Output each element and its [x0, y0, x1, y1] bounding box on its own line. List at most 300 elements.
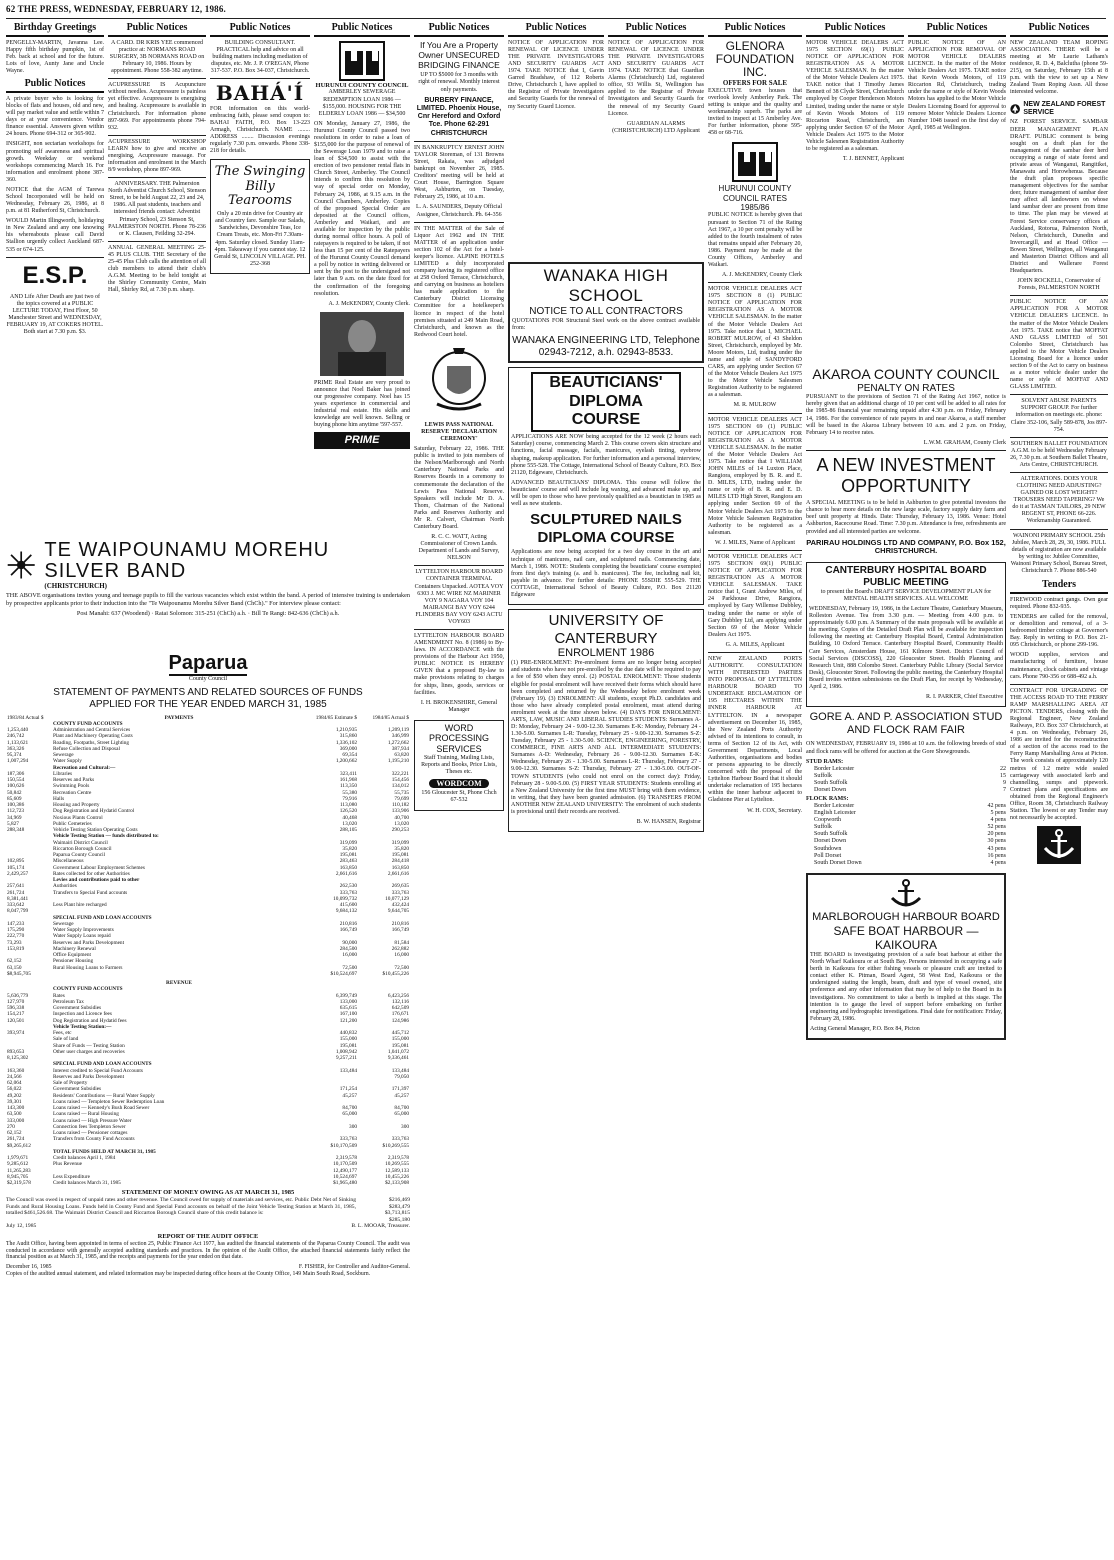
wanaka-ad: [508, 262, 704, 363]
revenue-table: [6, 980, 410, 1186]
estimate-cell: 72,500: [342, 964, 357, 971]
breed-count: 7: [1003, 786, 1006, 793]
actual-prior-cell: 8,945,705: [7, 1173, 29, 1180]
actual-prior-cell: 5,827: [7, 820, 19, 827]
actual-cell: 333,763: [391, 889, 409, 896]
actual-prior-cell: 63,500: [7, 1111, 22, 1118]
estimate-cell: 69,354: [342, 752, 357, 759]
actual-prior-cell: 1,979,671: [7, 1155, 29, 1162]
actual-prior-cell: 1,253,440: [7, 727, 29, 734]
southern-ballet-notice: SOUTHERN BALLET FOUNDATION A.G.M. to be held Wednesday February 26, 7.30 p.m. at Southern Ballet Theatre, Arts Centre, CHRISTCHURCH.: [1010, 440, 1108, 468]
estimate-cell: $10,524,697: [330, 970, 357, 977]
money-owing-title: STATEMENT OF MONEY OWING AS AT MARCH 31, 1985: [121, 1189, 295, 1197]
statement-title: STATEMENT OF PAYMENTS AND RELATED SOURCES OF FUNDS APPLIED FOR THE YEAR ENDED MARCH 31, 1985: [53, 686, 363, 710]
estimate-cell: 171,254: [339, 1086, 357, 1093]
estimate-cell: 113,350: [339, 783, 357, 790]
actual-prior-cell: 893,653: [7, 1048, 25, 1055]
rates-title: HURUNUI COUNTY COUNCIL RATES 1985/86: [718, 184, 792, 213]
breed-count: 4 pens: [990, 817, 1006, 824]
mvd-notice-bennett: MOTOR VEHICLE DEALERS ACT 1975 SECTION 69(1) PUBLIC NOTICE OF APPLICATION FOR REGISTRATION AS A MOTOR VEHICLE SALESMAN. In the matter of the Motor Vehicle Dealers Act 1975. TAKE notice that I Timothy James Bennett of 38 Clyde Street, Christchurch employed by Cooper Henderson Motors Limited, trading under the name or style of Kevin Woods Motors of 119 Riccarton Road, Christchurch, am applying under Section 67 of the Motor Vehicle Dealers Act 1975 to the Motor Vehicle Salesmen Registration Authority to be registered as a salesman.: [806, 39, 904, 152]
divider: [210, 78, 310, 79]
divider: [708, 413, 802, 414]
word-processing-text: Staff Training, Mailing Lists, Reports and Books, Price Lists, Theses etc.: [421, 754, 497, 775]
tree-icon: [1010, 102, 1020, 116]
birthday-heading: Birthday Greetings: [6, 22, 104, 37]
label-cell: COUNTY FUND ACCOUNTS: [53, 720, 123, 727]
label-cell: Share of Funds — Testing Station: [53, 1042, 125, 1049]
security-licence-notice: NOTICE OF APPLICATION FOR RENEWAL OF LICENCE UNDER THE PRIVATE INVESTIGATORS AND SECURITY GUARDS ACT 1974. TAKE NOTICE that I, Gavin Garred Bradshaw, of 112 Roberts Drive, Christchurch I, have applied to the Registrar of Private Investigators and Security Guards for the renewal of my Security Guard Licence.: [508, 39, 604, 110]
actual-cell: 262,882: [391, 945, 409, 952]
audit-text: The Audit Office, having been appointed in terms of section 25, Public Finance Act 1977, has audited the financial statements of the Paparua County Council. The audit was conducted in accordance with generally accepted auditing standards and practices. In the opinion of the Audit Office, the attached financial statements fairly reflect the financial position as at March 31, 1985, and the receipts and payments for the year ended on that date.: [6, 1240, 410, 1261]
actual-prior-cell: 102,895: [7, 858, 25, 865]
crest-icon: [414, 342, 504, 422]
divider: [1010, 394, 1108, 395]
hospital-text: WEDNESDAY, February 19, 1986, in the Lecture Theatre, Canterbury Museum, Rolleston Avenue. Tea from 3.30 p.m. — Meeting from 4.00 p.m. to approximately 6.00 p.m. A Summary of the main proposals will be available at the meeting. Copies of the Detailed Draft Plan will be available for inspection following the meeting at: Canterbury Hospital Board, Central Administration Building, 10 Oxford Terrace. Canterbury Hospital Board, Community Health Care Services, Amsterdam House, 161 Kilmore Street. District Council of Social Services (DISCOSS), 220 Gloucester Street. Health Planning and Research Unit, 888 Colombo Street. Canterbury Public Library (Social Service Desk), Gloucester Street. Following the public meeting, the Canterbury Hospital Board invites written submissions on the Draft Plan, for receipt by Wednesday, April 2, 1986.: [809, 606, 1003, 690]
wanaka-contact: WANAKA ENGINEERING LTD, Telephone 02943-7212, a.h. 02943-8533.: [512, 335, 700, 358]
property-headline: If You Are a Property Owner UNSECURED BRIDGING FINANCE: [418, 39, 500, 71]
money-owing-values: [360, 1197, 410, 1223]
tender-wood-supplies: WOOD supplies, services and manufacturing of furniture, house maintenance, clock cabinets and vintage cars. Phone 790-356 or 688-492 a.h.: [1010, 652, 1108, 680]
paparua-statement: [6, 652, 410, 1552]
column-4: [314, 22, 410, 602]
column-8-wide: [806, 366, 1006, 1552]
estimate-cell: 79,916: [342, 795, 357, 802]
divider: [708, 652, 802, 653]
actual-prior-cell: 62,152: [7, 1130, 22, 1137]
breed-count: 30 pens: [987, 838, 1006, 845]
estimate-cell: 284,500: [339, 945, 357, 952]
audit-date: December 16, 1985: [6, 1264, 52, 1271]
akaroa-signature: L.W.M. GRAHAM, County Clerk: [923, 439, 1006, 446]
actual-cell: 445,712: [391, 1030, 409, 1037]
estimate-cell: 195,081: [339, 852, 357, 859]
label-cell: Government Subsidies: [53, 1086, 102, 1093]
label-cell: Sale of Property: [53, 1080, 88, 1087]
estimate-cell: 369,000: [339, 745, 357, 752]
breed-count: 20 pens: [987, 831, 1006, 838]
estimate-cell: 113,080: [339, 802, 357, 809]
list-item: [806, 803, 1006, 810]
breed-count: 43 pens: [987, 845, 1006, 852]
column-3: [210, 22, 310, 522]
hurunui-title: HURUNUI COUNTY COUNCIL: [315, 81, 409, 89]
actual-cell: 10,455,226: [385, 1173, 409, 1180]
reserves-title: LEWIS PASS NATIONAL RESERVE 'DECLARATION CEREMONY': [421, 421, 497, 443]
birthday-notice: PENGELLY-MARTIN, Javanna Lee. Happy fifth birthday pumpkin, 1st of Feb. back at school and for the future. Lots of love, Aunty Jane and Uncle Wayne.: [6, 39, 104, 75]
anchor-icon: [810, 877, 1002, 911]
list-item: [806, 817, 1006, 824]
label-cell: Reserves and Parks Development: [53, 939, 125, 946]
label-cell: SPECIAL FUND AND LOAN ACCOUNTS: [53, 914, 152, 921]
tender-picton-access-road: CONTRACT FOR UPGRADING OF THE ACCESS ROAD TO THE FERRY RAMP MARSHALLING AREA AT PICTON. TENDERS, closing with the Regional Engineer, New Zealand Railways, P.O. Box 337 Christchurch, at 4 p.m. on Wednesday, February 26, 1986 are invited for the reconstruction of a section of the access road to the Ferry Ramp Marshalling Area at Picton. The work consists of approximately 120 metres of 1.2 metre wide sealed carriageway with associated kerb and channelling, sumps and pipework. Contract plans and specifications are obtained from the Regional Engineer's Office, Room 38, Christchurch Railway Station. The lowest or any Tender may not necessarily be accepted.: [1010, 687, 1108, 822]
list-item: [806, 780, 1006, 787]
label-cell: Fees, etc: [53, 1030, 72, 1037]
actual-cell: 79,699: [394, 795, 409, 802]
label-cell: Government Labour Employment Schemes: [53, 864, 145, 871]
actual-cell: 346,999: [391, 733, 409, 740]
actual-prior-cell: 56,022: [7, 1086, 22, 1093]
breed-count: 16 pens: [987, 852, 1006, 859]
estimate-cell: 133,000: [339, 998, 357, 1005]
akaroa-subtitle: PENALTY ON RATES: [857, 382, 955, 394]
akaroa-text: PURSUANT to the provisions of Section 71 of the Rating Act 1967, notice is hereby given that an additional charge of 10 per cent will be added to all rates for the 1985-86 financial year remaining unpaid after 4.30 p.m. on Friday, February 14, 1986. For the convenience of rate payers in and near Akaroa, a staff member will be based in the Akaroa Library between 10 a.m. and 2 p.m. on Friday, February 14 to receive rates.: [806, 394, 1006, 436]
label-cell: Loans raised — Pensioner cottages: [53, 1130, 128, 1137]
plus-club-agm: ANNUAL GENERAL MEETING 25-45 PLUS CLUB. THE Secretary of the 25-45 Plus Club calls the attention of all club members to attend their club's A.G.M. Meeting to be held tonight at the Shirley Community Centre, Main Hall, Shirley Rd, at 7.30 p.m. sharp.: [108, 244, 206, 294]
paparua-logo: Paparua: [168, 652, 248, 674]
mvd-notice-wj-miles: MOTOR VEHICLE DEALERS ACT 1975 SECTION 69 (1) PUBLIC NOTICE OF APPLICATION FOR REGISTRATION AS A MOTOR VEHICLE SALESMAN. In the matter of the Motor Vehicle Dealers Act 1975. Take notice that I WILLIAM JOHN MILES of 14 Luxton Place, Rangiora, employed by B. R. and E. D. MILES, LTD, trading under the name or style of B. R. and E. D. MILES LTD High Street, Rangiora am applying under Section 69 of the Motor Vehicle Dealers Act 1975 to the Motor Vehicle Salesmen Registration Authority to be registered as a salesman.: [708, 416, 802, 536]
actual-prior-cell: 95,374: [7, 752, 22, 759]
actual-prior-cell: 120,501: [7, 1017, 25, 1024]
audit-footnote: Copies of the audited annual statement, and related information may be inspected during office hours at the County Office, 149 Main South Road, Sockburn.: [6, 1271, 371, 1278]
actual-cell: 79,050: [394, 1073, 409, 1080]
estimate-cell: 155,000: [339, 1036, 357, 1043]
actual-prior-cell: 62,152: [7, 958, 22, 965]
esp-text: AND Life After Death are just two of the topics covered at a PUBLIC LECTURE TODAY, First Floor, 50 Manchester Street and WEDNESDAY, FEBRUARY 19, AT COKERS HOTEL. Both start at 7.30 p.m. $3.: [6, 293, 104, 336]
label-cell: SPECIAL FUND AND LOAN ACCOUNTS: [53, 1061, 152, 1068]
estimate-cell: 2,319,578: [335, 1155, 357, 1162]
payments-table: [6, 715, 410, 978]
estimate-cell: 12,490,177: [333, 1167, 357, 1174]
label-cell: Rural Housing Loans to Farmers: [53, 964, 123, 971]
table-row: [6, 1180, 410, 1186]
actual-cell: 154,456: [391, 777, 409, 784]
glenora-text: EXECUTIVE town houses that overlook lovely Amberley Park. The setting is unique and the quality and workmanship superb. The parks are invited to inspect at 15 Amberley Ave. For further information, phone 595-458 or 68-716.: [708, 87, 802, 137]
bahai-title: BAHÁ'Í: [215, 81, 305, 106]
actual-cell: 110,182: [391, 802, 409, 809]
money-value: $283,479: [389, 1203, 410, 1210]
akaroa-title: AKAROA COUNTY COUNCIL: [812, 366, 1000, 382]
public-notices-heading: Public Notices: [210, 22, 310, 37]
actual-cell: 1,209,119: [388, 727, 409, 734]
actual-prior-cell: $8,945,705: [7, 970, 31, 977]
rates-signature: A. J. McKENDRY, County Clerk: [721, 272, 802, 279]
divider: [108, 135, 206, 136]
divider: [708, 282, 802, 283]
breed-count: 15: [1000, 772, 1006, 779]
hurunui-text: ON Monday, January 27, 1986, the Hurunui County Council passed two resolutions in order to raise a loan of $155,000 for the purpose of renewal of the Sewerage Loan 1979 and to raise a loan of $34,500 to assist with the erection of two pensioner rental flats in Church Street, Amberley. The Council intends to confirm this resolution by way of special order on Monday, February 24, 1986, at 9.15 a.m. in the Council Chambers, Amberley. Copies of the proposed Special Order are deposited at the Council offices, Amberley and Waikari, and are available for inspection by the public during normal office hours. A poll of ratepayers is required to be taken, if not less than 15 per cent of the Ratepayers of the Hurunui County Council demand a poll by notice in writing delivered or sent by the post to the undersigned not later than 9 a.m. on the date fixed for the confirmation of the foregoing resolution.: [314, 120, 410, 297]
hurunui-logo-icon: [314, 40, 410, 82]
breed-name: English Leicester: [814, 810, 856, 817]
estimate-cell: 9,684,132: [335, 908, 357, 915]
money-value: $285,180: [389, 1216, 410, 1223]
divider: [414, 565, 504, 566]
divider: [108, 177, 206, 178]
actual-cell: 284,418: [391, 858, 409, 865]
divider: [108, 241, 206, 242]
label-cell: Government Subsidies: [53, 1005, 102, 1012]
label-cell: Plus Revenue: [53, 1161, 82, 1168]
label-cell: Noxious Plants Control: [53, 814, 103, 821]
estimate-cell: 55,380: [342, 789, 357, 796]
actual-prior-cell: 261,724: [7, 1136, 25, 1143]
actual-cell: 124,986: [391, 1017, 409, 1024]
divider: [108, 78, 206, 79]
breed-name: Dorset Down: [814, 786, 847, 793]
burbery-finance: BURBERY FINANCE, LIMITED. Phoenix House, Cnr Hereford and Oxford Tce. Phone 62-291 CHRISTCHURCH: [416, 96, 502, 137]
actual-cell: 176,671: [391, 1011, 409, 1018]
mvd-notice-ga-miles: MOTOR VEHICLE DEALERS ACT 1975 SECTION 69(1) PUBLIC NOTICE OF APPLICATION FOR REGISTRATION AS A MOTOR VEHICLE SALESMAN. TAKE notice that I, Grant Andrew Miles, of 24 Parkhouse Drive, Rangiora, employed by Gary Willemse Dubbley, trading under the name or style of Gary Dubbley Ltd, am applying under Section 69 of the Motor Vehicle Dealers Act 1975.: [708, 553, 802, 638]
label-cell: Sewerage: [53, 920, 74, 927]
estimate-cell: 635,615: [339, 1005, 357, 1012]
actual-prior-cell: 363,326: [7, 745, 25, 752]
actual-prior-cell: 393,974: [7, 1030, 25, 1037]
tender-cottage-removal: TENDERS are called for the removal, or demolition and removal, of a 3-bedroomed timber cottage at Governor's Bay. Reply in writing to P.O. Box 21-095 Christchurch, or phone 299-196.: [1010, 613, 1108, 649]
breed-name: Poll Dorset: [814, 852, 842, 859]
divider: [414, 141, 504, 142]
estimate-cell: 163,850: [339, 864, 357, 871]
silver-band-ad: [6, 540, 410, 646]
column-6b: [608, 22, 704, 270]
label-cell: Waimairi District Council: [53, 839, 108, 846]
actual-prior-cell: 1,007,294: [7, 758, 29, 765]
actual-prior-cell: 333,000: [7, 1117, 25, 1124]
actual-prior-cell: 257,641: [7, 883, 25, 890]
actual-prior-cell: $9,265,612: [7, 1142, 31, 1149]
actual-prior-cell: 100,626: [7, 783, 25, 790]
label-cell: Loans raised — Templeton Sewer Redemption Loan: [53, 1098, 165, 1105]
band-subtitle: (CHRISTCHURCH): [44, 582, 108, 590]
nails-title: SCULPTURED NAILS DIPLOMA COURSE: [530, 511, 682, 546]
actual-cell: 13,020: [394, 820, 409, 827]
column-6-wide: [508, 262, 704, 1552]
breed-count: 42 pens: [987, 803, 1006, 810]
hospital-subtitle: to present the Board's DRAFT SERVICE DEVELOPMENT PLAN for MENTAL HEALTH SERVICES. ALL WELCOME: [820, 588, 992, 602]
estimate-cell: 315,860: [339, 733, 357, 740]
column-6a: [508, 22, 604, 270]
building-consultant: BUILDING CONSULTANT. PRACTICAL help and advice on all building matters including mediation of disputes, etc. Mr. J. P. O'REGAN, Phone 317-537. P.O. Box 34-037, Christchurch.: [210, 39, 310, 75]
word-processing-title: WORD PROCESSING SERVICES: [428, 722, 489, 755]
hurunui-subtitle: AMBERLEY SEWERAGE REDEMPTION LOAN 1986 — $155,000. HOUSING FOR THE ELDERLY LOAN 1986 — $34,500: [318, 89, 406, 117]
label-cell: Swimming Pools: [53, 783, 90, 790]
label-cell: Authorities: [53, 883, 77, 890]
beauticians-text: APPLICATIONS ARE NOW being accepted for the 12 week (2 hours each Saturday) course, commencing March 2. This course covers skin structure and functions, facial massage, facials, manicures, eyelash tinting, eyebrow shaping, makeup application. For further information and a personal interview, phone 555-528. The Cottage, International School of Beauty Culture, P.O. Box 21120, Edgeware, Christchurch.: [511, 434, 701, 476]
mvd-notice-mulrow: MOTOR VEHICLE DEALERS ACT 1975 SECTION 8 (1) PUBLIC NOTICE OF APPLICATION FOR REGISTRATION AS A MOTOR VEHICLE SALESMAN. In the matter of the Motor Vehicle Dealers Act 1975. Take notice that I, MICHAEL ROBERT MULROW, of 43 Sheldon Street, Christchurch, employed by Mr. Moore Motors, Ltd, trading under the name and style of SANDYFORD CARS, am applying under Section 67 of the Motor Vehicle Dealers Act 1975 to the Motor Vehicle Salesmen Registration Authority to be registered as a salesman.: [708, 286, 802, 399]
estimate-cell: 323,411: [339, 770, 357, 777]
actual-cell: $10,455,226: [382, 970, 409, 977]
actual-prior-cell: 288,348: [7, 827, 25, 834]
actual-cell: 300: [401, 1123, 409, 1130]
label-cell: Other user charges and recoveries: [53, 1048, 125, 1055]
public-notices-heading: Public Notices: [908, 22, 1006, 37]
divider: [1010, 437, 1108, 438]
actual-prior-cell: 246,742: [7, 733, 25, 740]
wanaka-title: WANAKA HIGH SCHOOL: [543, 266, 669, 306]
glenora-title: GLENORA FOUNDATION INC.: [715, 38, 795, 80]
container-terminal: LYTTELTON HARBOUR BOARD CONTAINER TERMINAL Containers Unpacked. AOTEA VOY 6303 J. MC WIRE NZ MARINER VOY 9 NAGARA VOY 104 MAIRANGI BAY VOY 6244 FLINDERS BAY VOY 6243 ACTU VOY603: [414, 569, 504, 625]
public-notices-heading: Public Notices: [108, 22, 206, 37]
flock-rams-list: [806, 803, 1006, 867]
actual-cell: 45,257: [394, 1092, 409, 1099]
actual-cell: 2,661,616: [387, 870, 409, 877]
portrait-photo: [320, 312, 404, 376]
actual-cell: 166,749: [391, 927, 409, 934]
actual-cell: 195,081: [391, 852, 409, 859]
actual-cell: 319,099: [391, 839, 409, 846]
estimate-cell: $10,170,509: [330, 1142, 357, 1149]
estimate-cell: 167,100: [339, 1011, 357, 1018]
actual-prior-cell: 1,133,621: [7, 739, 29, 746]
forest-service-text: NZ FOREST SERVICE. SAMBAR DEER MANAGEMENT PLAN DRAFT. PUBLIC comment is being sought on a draft plan for the management of the sambar deer herd occupying a range of state forest and private areas of Wanganui, Rangitikei, Manawatu and Horowhenua. Because the draft plan proposes specific management objectives for the sambar deer, future management of sambar deer may affect all landowners on whose land sambar deer are present from time to time. The plan may be viewed at Forest Service conservancy offices at Auckland, Rotorua, Palmerston North, Nelson, Christchurch, Dunedin and Invercargill, and at Head Office — Bowen Street, Wellington, all Wanganui and Masterton District Offices and all District and Wallerare Forest Headquarters.: [1010, 119, 1108, 275]
actual-cell: 1,041,072: [387, 1048, 409, 1055]
label-cell: Plant and Machinery Operating Costs: [53, 733, 133, 740]
breed-name: South Suffolk: [814, 831, 848, 838]
label-cell: Recreation Centre: [53, 789, 92, 796]
actual-prior-cell: 153,819: [7, 945, 25, 952]
marlborough-harbour-ad: [806, 873, 1006, 1040]
col-header-actual-prior: 1983/84 Actual $: [7, 714, 44, 721]
label-cell: Vehicle Testing Station Operating Costs: [53, 827, 138, 834]
label-cell: Office Equipment: [53, 952, 91, 959]
actual-cell: 133,484: [391, 1067, 409, 1074]
estimate-cell: 6,399,749: [335, 992, 357, 999]
wanaka-subtitle: NOTICE TO ALL CONTRACTORS: [529, 306, 683, 318]
estimate-cell: 166,749: [339, 927, 357, 934]
revenue-heading: REVENUE: [166, 980, 192, 987]
university-title: UNIVERSITY OF CANTERBURY: [548, 611, 664, 647]
actual-prior-cell: 154,217: [7, 1011, 25, 1018]
acupressure-notice: ACUPRESSURE IS Acupuncture without needles. Acupressure is painless yet effective. Acupressure is energising and healing. Acupressure is available in Christchurch. For information phone 897-969. For appointments phone 794-932.: [108, 82, 206, 131]
actual-cell: 163,850: [391, 864, 409, 871]
glenora-subtitle: OFFERS FOR SALE: [722, 79, 788, 88]
list-item: [806, 773, 1006, 780]
label-cell: Reserves and Parks: [53, 777, 95, 784]
actual-cell: 6,423,256: [387, 992, 409, 999]
gore-text: ON WEDNESDAY, FEBRUARY 19, 1986 at 10 a.m. the following breeds of stud and flock rams will be offered for auction at the Gore Showgrounds.: [806, 741, 1006, 755]
solvent-abuse-notice: SOLVENT ABUSE PARENTS SUPPORT GROUP. For further information on meetings etc. phone: Claire 352-106, Sally 589-878, Jos 897-754.: [1010, 398, 1108, 433]
col-header-actual: 1984/85 Actual $: [372, 714, 409, 721]
label-cell: Petroleum Tax: [53, 998, 84, 1005]
actual-prior-cell: $2,319,578: [7, 1180, 31, 1187]
band-contacts: Posi Manahi: 637 (Woodend) · Ratai Solomon: 315-251 (ChCh) a.h. · Bill Te Rangi: 842-636 (ChCh) a.h.: [76, 609, 340, 617]
actual-cell: 35,820: [394, 845, 409, 852]
forest-service-signature: JOHN ROCKELL, Conservator of Forests, PALMERSTON NORTH: [1017, 278, 1101, 292]
actual-prior-cell: 100,386: [7, 802, 25, 809]
divider: [6, 257, 104, 258]
breed-name: Suffolk: [814, 772, 832, 779]
audit-title: REPORT OF THE AUDIT OFFICE: [157, 1233, 259, 1241]
label-cell: Machinery Renewal: [53, 945, 96, 952]
breed-name: Suffolk: [814, 824, 832, 831]
actual-prior-cell: 596,338: [7, 1005, 25, 1012]
estimate-cell: 1,200,662: [335, 758, 357, 765]
money-owing-text: The Council was owed in respect of unpaid rates and other revenue. The Council owed for supply of materials and services, etc. Public Debt Net of Sinking Funds and Rural Housing Loans. Funds held in County Fund and Special Fund accounts on behalf of the Joint Vehicle Testing Station at March 31, 1985, totalled $461,526.68. The Waimairi District Council and Riccarton Borough Council share of this credit balance is:: [6, 1197, 356, 1217]
wainoni-jubilee-notice: WAINONI PRIMARY SCHOOL 25th Jubilee, March 28, 29, 30, 1986. FULL details of registration are now available by writing to: Jubilee Committee, Wainoni Primary School, Bureau Street, Christchurch 7. Phone 886-540: [1010, 532, 1108, 574]
actual-cell: 1,272,662: [387, 739, 409, 746]
estimate-cell: 440,832: [339, 1030, 357, 1037]
actual-prior-cell: 143,300: [7, 1105, 25, 1112]
actual-prior-cell: 112,723: [7, 808, 25, 815]
estimate-cell: 133,484: [339, 1067, 357, 1074]
actual-prior-cell: 187,306: [7, 770, 25, 777]
anniversary-notice: ANNIVERSARY. THE Palmerston North Adventist Church School, Stenson Street, to be held August 22, 23 and 24, 1986. All past students, teachers and interested friends contact: Adventist Primary School, 23 Stenson St, PALMERSTON NORTH. Phone 78-236 or K. Clausen, Feilding 32-294.: [108, 181, 206, 237]
breed-count: 5 pens: [990, 810, 1006, 817]
divider: [708, 550, 802, 551]
label-cell: Rates: [53, 992, 65, 999]
estimate-cell: 195,081: [339, 1042, 357, 1049]
public-notices-heading: Public Notices: [508, 22, 604, 37]
actual-prior-cell: 9,285,612: [7, 1161, 29, 1168]
breed-name: South Suffolk: [814, 779, 848, 786]
label-cell: Interest credited to Special Fund Accounts: [53, 1067, 143, 1074]
breed-name: Dorset Down: [814, 838, 847, 845]
mvd-signature-bennett: T. J. BENNET, Applicant: [842, 156, 904, 163]
actual-cell: 171,397: [391, 1086, 409, 1093]
divider: [1010, 295, 1108, 296]
actual-cell: 269,635: [391, 883, 409, 890]
rates-text: PUBLIC NOTICE is hereby given that pursuant to Section 71 of the Rating Act 1967, a 10 per cent penalty will be added to the fourth instalment of rates that remains unpaid after February 20, 1986. Payment may be made at the County Offices, Amberley and Waikari.: [708, 212, 802, 269]
label-cell: Public Cemeteries: [53, 820, 92, 827]
estimate-cell: 16,000: [342, 952, 357, 959]
actual-cell: 40,700: [394, 814, 409, 821]
label-cell: Less Plant hire recharged: [53, 902, 107, 909]
estimate-cell: 333,763: [339, 1136, 357, 1143]
hurunui-logo-icon: [708, 140, 802, 184]
hospital-board-ad: [806, 562, 1006, 707]
public-notices-heading: Public Notices: [6, 78, 104, 93]
payments-heading: PAYMENTS: [164, 714, 194, 721]
column-8b: [908, 22, 1006, 358]
actual-prior-cell: 24,566: [7, 1073, 22, 1080]
property-text: UP TO $5000 for 3 months with right of renewal. Monthly interest only payments.: [418, 72, 500, 93]
actual-cell: 72,500: [394, 964, 409, 971]
actual-prior-cell: 270: [7, 1123, 15, 1130]
breed-name: Coopworth: [814, 817, 841, 824]
marlborough-signature: Acting General Manager, P.O. Box 84, Picton: [810, 1025, 920, 1032]
estimate-cell: 283,463: [339, 858, 357, 865]
estimate-cell: 126,520: [339, 808, 357, 815]
actual-prior-cell: 85,609: [7, 795, 22, 802]
estimate-cell: 10,170,509: [333, 1161, 357, 1168]
card-notice: A CARD. DR KRIS YEE commenced practice at: NORMANS ROAD SURGERY, 3B NORMANS ROAD on February 10, 1986. Hours by appointment. Phone 558-382 anytime.: [109, 39, 205, 75]
label-cell: Administration and Central Services: [53, 727, 131, 734]
mvd-signature-wj-miles: W. J. MILES, Name of Applicant: [714, 539, 796, 546]
tearooms-text: Only a 20 min drive for Country air and Country fare. Sample our Salads, Sandwiches, Devonshire Teas, Ice Cream Treats, etc. Mon-Fri 7.30am-4pm. Saturday closed. Sunday 11am-4pm. Takeaway if you cannot stay. 12 Gerald St, LINCOLN VILLAGE. PH. 252-368: [214, 211, 306, 267]
list-item: [806, 766, 1006, 773]
marlborough-text: THE BOARD is investigating provision of a safe boat harbour at either the North Wharf Kaikoura or at South Bay. Persons interested in occupying a safe berth in Kaikoura for either fishing vessels or pleasure craft are invited to contact either K. Pitman, Board Agent, 58 West End, Kaikoura or the undersigned stating the length, beam, draft and type of vessel owned, site preference and any other information that may be of help to the Board in its investigations. No commitment to take a berth is implied at this stage. The intention is to gauge the level of support before embarking on further engineering and hydrographic investigations. Final date for notification: Friday, February 28, 1986.: [810, 952, 1002, 1022]
label-cell: Inspection and Licence fees: [53, 1011, 112, 1018]
label-cell: Vehicle Testing Station:—: [53, 1023, 112, 1030]
money-owing-signature: B. L. MOOAR, Treasurer.: [351, 1223, 410, 1230]
estimate-cell: 35,820: [342, 845, 357, 852]
label-cell: Loans raised — Rural Housing: [53, 1111, 119, 1118]
estimate-cell: $1,965,480: [333, 1180, 357, 1187]
label-cell: Recreation and Cultural:—: [53, 764, 116, 771]
ports-authority-signature: W. H. COX, Secretary.: [747, 807, 802, 814]
estimate-cell: 10,524,697: [333, 1173, 357, 1180]
investment-signature: PARIRAU HOLDINGS LTD AND COMPANY, P.O. Box 152, CHRISTCHURCH.: [806, 537, 1006, 556]
estimate-cell: 1,210,935: [335, 727, 357, 734]
word-processing-ad: [414, 720, 504, 811]
estimate-cell: 121,200: [339, 1017, 357, 1024]
actual-cell: 642,509: [391, 1005, 409, 1012]
label-cell: Loans raised — High Pressure Water: [53, 1117, 132, 1124]
actual-prior-cell: 62,064: [7, 1080, 22, 1087]
estimate-cell: 90,000: [342, 939, 357, 946]
actual-cell: 195,081: [391, 1042, 409, 1049]
estimate-cell: 45,257: [342, 1092, 357, 1099]
bankruptcy-signature: L. A. SAUNDERS, Deputy Official Assignee, Christchurch. Ph. 64-356: [415, 204, 503, 218]
actual-cell: 155,000: [391, 1036, 409, 1043]
word-processing-address: 156 Gloucester St, Phone Chch 67-532: [421, 790, 497, 804]
public-notices-heading: Public Notices: [806, 22, 904, 37]
notice-insight: INSIGHT, non sectarian workshops for promoting self awareness and spiritual growth. Weekday or weekend workshops commencing March 16. For information and enrolment phone 387-360.: [6, 141, 104, 183]
actual-prior-cell: 5,636,779: [7, 992, 29, 999]
actual-cell: 81,584: [394, 939, 409, 946]
column-9: [1010, 22, 1108, 1557]
actual-prior-cell: 8,381,441: [7, 895, 29, 902]
breed-name: Border Leicester: [814, 803, 855, 810]
prime-text: PRIME Real Estate are very proud to announce that Noel Baker has joined our progressive company. Noel has 15 years experience in commercial and industrial real estate. His skills and knowledge are well known. Selling or buying phone him anytime '597-557.: [314, 379, 410, 429]
